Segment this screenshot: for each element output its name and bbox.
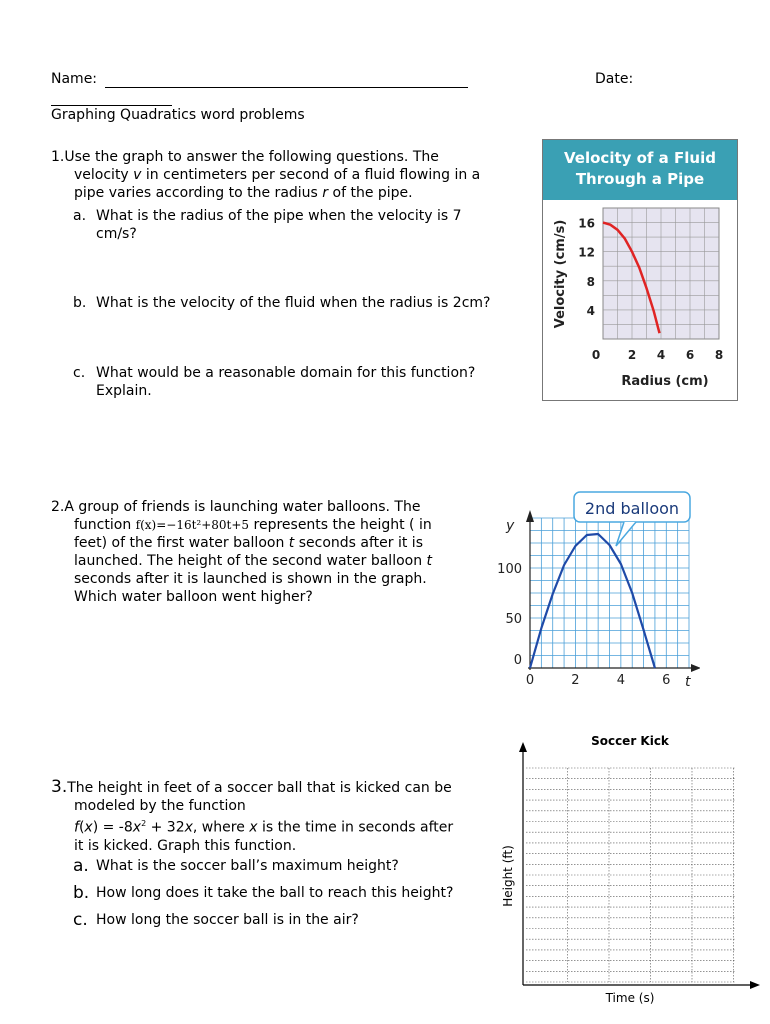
soccer-chart-y-arrow — [519, 742, 527, 752]
balloon-x-tick: 4 — [616, 673, 625, 688]
question-1a: a. What is the radius of the pipe when the velocity is 7 cm/s? — [73, 208, 462, 242]
balloon-callout-text: 2nd balloon — [584, 499, 680, 518]
balloon-x-arrow — [691, 664, 700, 672]
worksheet-title: Graphing Quadratics word problems — [51, 107, 305, 123]
date-blank-line[interactable] — [51, 89, 172, 106]
balloon-x-tick: 0 — [525, 673, 535, 688]
velocity-chart-title-line1: Velocity of a Fluid — [564, 149, 716, 167]
name-label: Name: — [51, 71, 98, 87]
question-3 — [51, 778, 501, 855]
balloon-chart — [490, 488, 700, 693]
velocity-chart — [542, 139, 738, 401]
velocity-x-tick: 0 — [591, 348, 601, 362]
question-2-line-4: launched. The height of the second water balloon t — [74, 553, 433, 569]
question-3-line-4: it is kicked. Graph this function. — [74, 837, 297, 854]
balloon-x-tick: 6 — [662, 673, 671, 688]
velocity-x-tick: 2 — [627, 348, 637, 362]
balloon-x-tick: 2 — [571, 673, 580, 688]
question-2-line-2: function f(x)=−16t²+80t+5 represents the height ( in — [74, 517, 432, 533]
question-2-line-1: 2.A group of friends is launching water balloons. The — [51, 499, 421, 515]
balloon-chart-x-label: t — [685, 674, 691, 690]
velocity-chart-x-label: Radius (cm) — [621, 374, 709, 389]
soccer-chart-y-label: Height (ft) — [501, 845, 515, 907]
balloon-chart-plot — [497, 510, 700, 688]
velocity-y-tick: 4 — [586, 303, 595, 318]
name-blank-line[interactable] — [105, 71, 468, 88]
velocity-chart-title-line2: Through a Pipe — [575, 170, 705, 188]
question-3c: c. How long the soccer ball is in the air? — [73, 910, 359, 930]
function-formula: f(x)=−16t²+80t+5 — [135, 518, 250, 532]
question-3a: a. What is the soccer ball’s maximum height? — [73, 856, 399, 876]
question-1-line-1: 1.Use the graph to answer the following questions. The — [51, 149, 439, 165]
soccer-chart-grid — [526, 768, 736, 982]
balloon-y-tick: 0 — [513, 653, 522, 668]
question-1-line-2: velocity v in centimeters per second of a fluid flowing in a — [74, 167, 481, 183]
question-3-line-1: 3.The height in feet of a soccer ball that is kicked can be — [51, 777, 452, 797]
balloon-curve — [530, 534, 655, 668]
balloon-y-tick: 100 — [497, 562, 522, 577]
balloon-y-tick: 50 — [505, 612, 522, 627]
velocity-y-tick: 8 — [586, 274, 595, 289]
question-3-line-2: modeled by the function — [74, 798, 246, 814]
velocity-y-tick: 12 — [578, 245, 595, 260]
soccer-chart-x-label: Time (s) — [605, 991, 655, 1005]
question-2-line-5: seconds after it is launched is shown in the graph. — [74, 571, 427, 587]
velocity-chart-y-label: Velocity (cm/s) — [553, 219, 568, 329]
balloon-y-arrow — [526, 510, 534, 522]
question-1-stem — [51, 148, 531, 202]
soccer-chart-title: Soccer Kick — [591, 734, 669, 748]
question-1c: c. What would be a reasonable domain for this function? Explain. — [73, 365, 476, 399]
balloon-chart-y-label: y — [506, 518, 515, 534]
date-label: Date: — [595, 71, 634, 87]
velocity-x-tick: 4 — [656, 348, 666, 362]
question-1-line-3: pipe varies according to the radius r of the pipe. — [74, 185, 413, 201]
question-1b: b. What is the velocity of the fluid when the radius is 2cm? — [73, 295, 491, 311]
velocity-x-tick: 6 — [685, 348, 695, 362]
soccer-chart — [496, 728, 766, 1008]
soccer-chart-x-arrow — [750, 981, 760, 989]
question-2 — [51, 498, 491, 606]
question-3-line-3: $f(x) = -8x^2 + 32x$, where x is the time in seconds after — [74, 819, 454, 836]
velocity-y-tick: 16 — [578, 216, 595, 231]
question-2-line-6: Which water balloon went higher? — [74, 589, 313, 605]
question-3b: b. How long does it take the ball to reach this height? — [73, 883, 454, 903]
question-2-line-3: feet) of the first water balloon t seconds after it is — [74, 535, 423, 551]
velocity-x-tick: 8 — [714, 348, 724, 362]
